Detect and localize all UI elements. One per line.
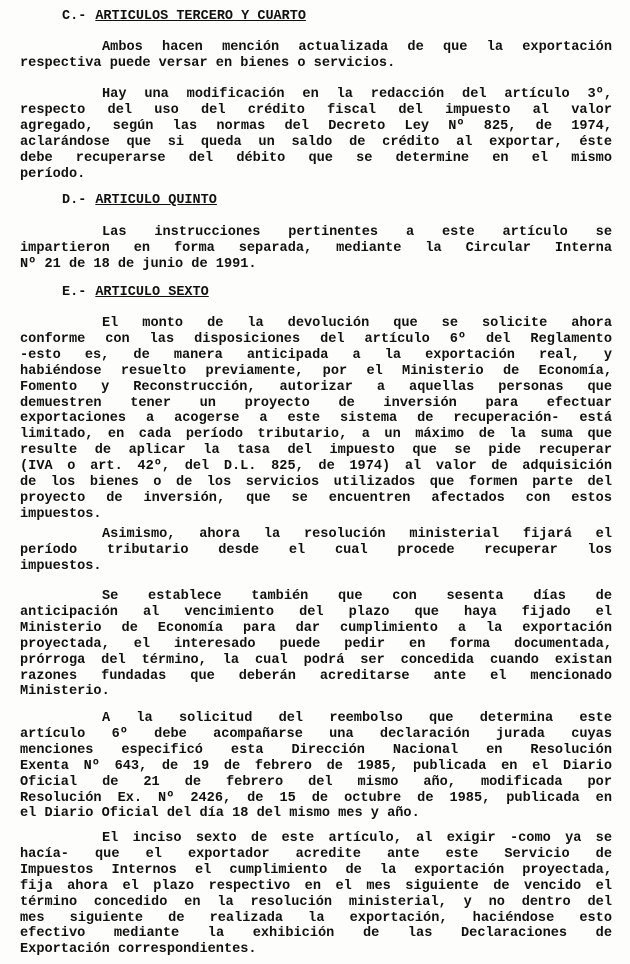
- text-line: impartieron en forma separada, mediante la Circular Interna: [20, 240, 612, 256]
- text-line: Oficial de 21 de febrero del mismo año, modificada por: [20, 774, 612, 790]
- section-heading-d: [62, 193, 217, 208]
- paragraph: [20, 527, 612, 575]
- text-line: El monto de la devolución que se solicite ahora: [102, 316, 612, 331]
- paragraph: [20, 87, 612, 182]
- text-line: -esto es, de manera anticipada a la exportación real, y: [20, 347, 612, 363]
- text-line: fija ahora el plazo respectivo en el mes siguiente de vencido el: [20, 878, 612, 894]
- text-line: Hay una modificación en la redacción del artículo 3º,: [102, 87, 612, 102]
- paragraph: [20, 831, 612, 958]
- text-line: Exenta Nº 643, de 19 de febrero de 1985, publicada en el Diario: [20, 758, 612, 774]
- text-line: el Diario Oficial del día 18 del mismo mes y año.: [20, 806, 420, 822]
- paragraph: [20, 589, 612, 700]
- text-line: Exportación correspondientes.: [20, 942, 257, 958]
- text-line: Resolución Ex. Nº 2426, de 15 de octubre de 1985, publicada en: [20, 790, 612, 806]
- text-line: término concedido en la resolución ministerial, y no dentro del: [20, 894, 612, 910]
- section-letter: E.-: [62, 285, 87, 300]
- section-letter: D.-: [62, 193, 87, 208]
- paragraph: [20, 711, 612, 822]
- text-line: Las instrucciones pertinentes a este artículo se: [102, 225, 612, 240]
- text-line: Ministerio de Economía para dar cumplimiento a la exportación: [20, 620, 612, 636]
- text-line: demuestren tener un proyecto de inversión para efectuar: [20, 395, 612, 411]
- text-line: respecto del uso del crédito fiscal del impuesto al valor: [20, 102, 612, 118]
- text-line: de los bienes o de los servicios utilizados que formen parte del: [20, 475, 612, 491]
- text-line: (IVA o art. 42º, del D.L. 825, de 1974) al valor de adquisición: [20, 459, 612, 475]
- paragraph: [20, 40, 612, 72]
- text-line: Impuestos Internos el cumplimiento de la exportación proyectada,: [20, 862, 612, 878]
- text-line: Ambos hacen mención actualizada de que la exportación: [102, 40, 612, 55]
- text-line: proyecto de inversión, que se encuentren afectados con estos: [20, 490, 612, 506]
- text-line: debe recuperarse del débito que se determine en el mismo: [20, 150, 612, 166]
- text-line: efectivo mediante la exhibición de las Declaraciones de: [20, 926, 612, 942]
- text-line: conforme con las disposiciones del artículo 6º del Reglamento: [20, 331, 612, 347]
- section-heading-e: [62, 285, 209, 300]
- text-line: impuestos.: [20, 506, 102, 522]
- text-line: limitado, en cada período tributario, a un máximo de la suma que: [20, 427, 612, 443]
- text-line: Fomento y Reconstrucción, autorizar a aquellas personas que: [20, 379, 612, 395]
- text-line: período tributario desde el cual procede recuperar los: [20, 542, 612, 558]
- paragraph: [20, 316, 612, 523]
- text-line: mes siguiente de realizada la exportación, haciéndose esto: [20, 910, 612, 926]
- section-letter: C.-: [62, 9, 87, 24]
- text-line: menciones especificó esta Dirección Nacional en Resolución: [20, 742, 612, 758]
- text-line: Asimismo, ahora la resolución ministerial fijará el: [102, 527, 612, 542]
- text-line: hacía- que el exportador acredite ante este Servicio de: [20, 846, 612, 862]
- text-line: prórroga del término, la cual podrá ser concedida cuando existan: [20, 652, 612, 668]
- section-heading-c: [62, 9, 306, 24]
- text-line: resulte de aplicar la tasa del impuesto que se pide recuperar: [20, 443, 612, 459]
- section-title: ARTICULOS TERCERO Y CUARTO: [95, 9, 306, 24]
- text-line: agregado, según las normas del Decreto Ley Nº 825, de 1974,: [20, 118, 612, 134]
- text-line: artículo 6º debe acompañarse una declaración jurada cuyas: [20, 726, 612, 742]
- section-title: ARTICULO QUINTO: [95, 193, 217, 208]
- section-title: ARTICULO SEXTO: [95, 285, 209, 300]
- text-line: Ministerio.: [20, 684, 110, 700]
- text-line: anticipación al vencimiento del plazo que haya fijado el: [20, 604, 612, 620]
- text-line: A la solicitud del reembolso que determina este: [102, 711, 612, 726]
- paragraph: [20, 225, 612, 273]
- text-line: Nº 21 de 18 de junio de 1991.: [20, 256, 257, 272]
- text-line: El inciso sexto de este artículo, al exigir -como ya se: [102, 831, 612, 846]
- text-line: proyectada, el interesado puede pedir en forma documentada,: [20, 636, 612, 652]
- text-line: Se establece también que con sesenta días de: [102, 589, 612, 604]
- text-line: aclarándose que si queda un saldo de crédito al exportar, éste: [20, 134, 612, 150]
- text-line: exportaciones a acogerse a este sistema de recuperación- está: [20, 411, 612, 427]
- text-line: período.: [20, 166, 86, 182]
- text-line: habiéndose resuelto previamente, por el Ministerio de Economía,: [20, 363, 612, 379]
- text-line: respectiva puede versar en bienes o servicios.: [20, 55, 396, 71]
- text-line: razones fundadas que deberán acreditarse ante el mencionado: [20, 668, 612, 684]
- text-line: impuestos.: [20, 558, 102, 574]
